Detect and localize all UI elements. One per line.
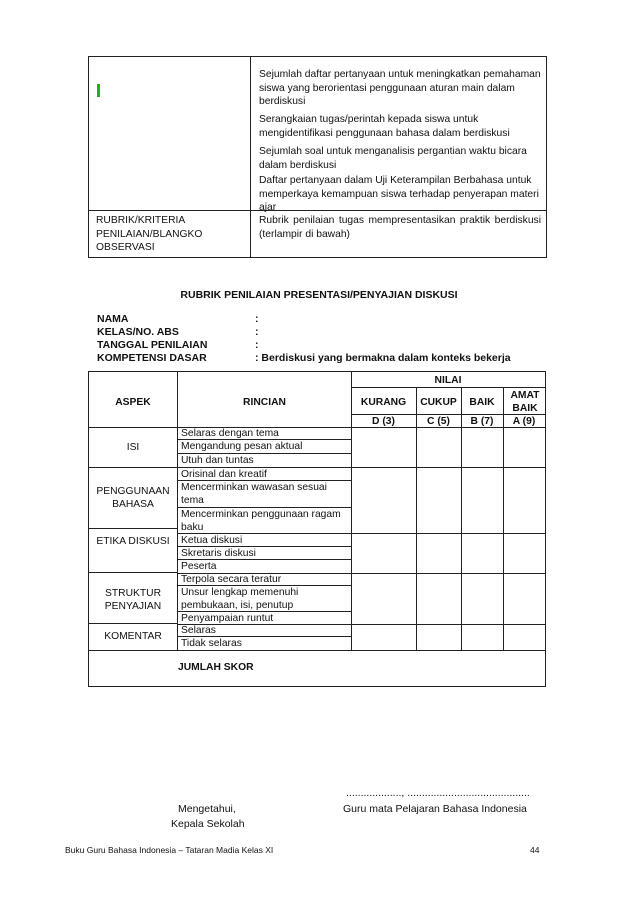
kompetensi-value: : Berdiskusi yang bermakna dalam konteks bekerja xyxy=(255,352,511,364)
head-aspek: ASPEK xyxy=(115,397,151,408)
rincian-item: Orisinal dan kreatif xyxy=(181,469,267,480)
nama-label: NAMA xyxy=(97,313,129,325)
head-rincian: RINCIAN xyxy=(243,397,286,408)
rincian-item: Selaras xyxy=(181,625,216,636)
rincian-item: Mencerminkan penggunaan ragam baku xyxy=(181,509,341,533)
green-marker xyxy=(97,84,100,97)
tanggal-colon: : xyxy=(255,339,259,351)
rincian-item: Selaras dengan tema xyxy=(181,428,279,439)
level-cukup: CUKUP xyxy=(420,397,457,408)
material-item-3: Sejumlah soal untuk menganalisis pergantian waktu bicara dalam berdiskusi xyxy=(259,146,527,171)
material-item-2: Serangkaian tugas/perintah kepada siswa untuk mengidentifikasi penggunaan bahasa dalam berdiskusi xyxy=(259,114,510,139)
page-number: 44 xyxy=(530,845,540,855)
score-c: C (5) xyxy=(427,416,450,427)
total-score-label: JUMLAH SKOR xyxy=(178,662,254,673)
score-b: B (7) xyxy=(470,416,494,427)
rincian-item: Utuh dan tuntas xyxy=(181,455,254,466)
teacher-title: Guru mata Pelajaran Bahasa Indonesia xyxy=(343,803,527,815)
rincian-item: Unsur lengkap memenuhi pembukaan, isi, penutup xyxy=(181,587,299,611)
rincian-item: Peserta xyxy=(181,561,217,572)
material-item-4: Daftar pertanyaan dalam Uji Keterampilan Berbahasa untuk memperkaya kemampuan siswa terhadap penyerapan materi ajar xyxy=(259,175,539,214)
rincian-item: Mengandung pesan aktual xyxy=(181,441,303,452)
material-item-1: Sejumlah daftar pertanyaan untuk meningkatkan pemahaman siswa yang berorientasi penggunaan aturan main dalam berdiskusi xyxy=(259,69,541,108)
aspect-struktur-penyajian: STRUKTUR PENYAJIAN xyxy=(104,588,162,612)
aspect-penggunaan-bahasa: PENGGUNAAN BAHASA xyxy=(96,486,170,510)
learning-materials-table xyxy=(88,56,547,258)
rubric-title: RUBRIK PENILAIAN PRESENTASI/PENYAJIAN DISKUSI xyxy=(180,289,458,301)
score-a: A (9) xyxy=(512,416,536,427)
nama-colon: : xyxy=(255,313,259,325)
rubric-label: RUBRIK/KRITERIA PENILAIAN/BLANGKO OBSERVASI xyxy=(96,215,203,254)
level-kurang: KURANG xyxy=(360,397,407,408)
rincian-item: Skretaris diskusi xyxy=(181,548,256,559)
rincian-item: Penyampaian runtut xyxy=(181,613,274,624)
tanggal-label: TANGGAL PENILAIAN xyxy=(97,339,208,351)
rubric-value: Rubrik penilaian tugas mempresentasikan praktik berdiskusi (terlampir di bawah) xyxy=(259,215,541,240)
rincian-item: Mencerminkan wawasan sesuai tema xyxy=(181,482,327,506)
aspect-komentar: KOMENTAR xyxy=(104,631,162,642)
rincian-item: Tidak selaras xyxy=(181,638,242,649)
mengetahui: Mengetahui, xyxy=(178,803,236,815)
kelas-label: KELAS/NO. ABS xyxy=(97,326,179,338)
footer-book-title: Buku Guru Bahasa Indonesia – Tataran Madia Kelas XI xyxy=(65,845,274,855)
head-nilai: NILAI xyxy=(434,375,462,386)
place-date: ..................., .......................................... xyxy=(346,787,530,799)
kompetensi-label: KOMPETENSI DASAR xyxy=(97,352,207,364)
aspect-isi: ISI xyxy=(126,442,140,453)
score-d: D (3) xyxy=(372,416,395,427)
kepala-sekolah: Kepala Sekolah xyxy=(171,818,245,830)
kelas-colon: : xyxy=(255,326,259,338)
level-amat-baik: AMAT BAIK xyxy=(510,390,540,414)
assessment-table xyxy=(88,371,546,687)
column-divider xyxy=(250,57,251,257)
rincian-item: Ketua diskusi xyxy=(181,535,243,546)
aspect-etika-diskusi: ETIKA DISKUSI xyxy=(96,536,170,547)
rincian-item: Terpola secara teratur xyxy=(181,574,282,585)
level-baik: BAIK xyxy=(469,397,495,408)
